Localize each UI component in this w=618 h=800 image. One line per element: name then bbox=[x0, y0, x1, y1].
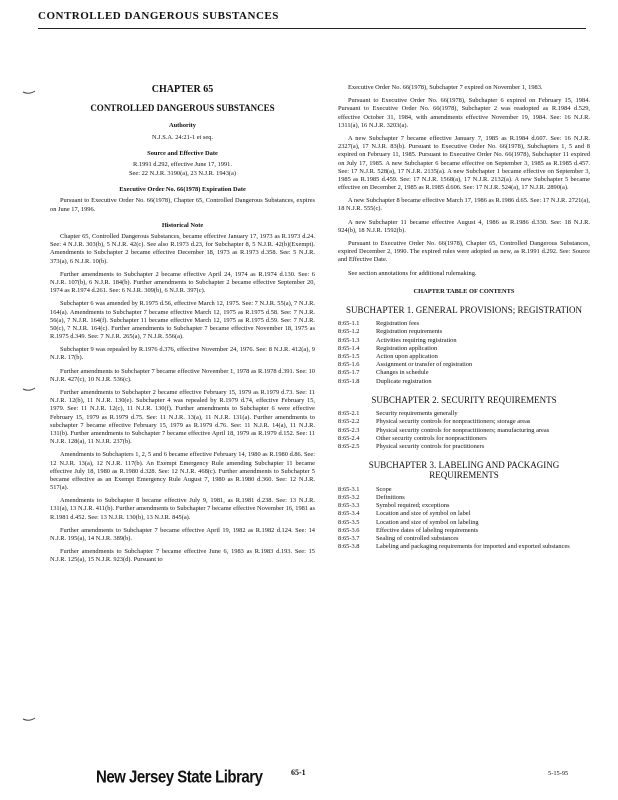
toc-entry: 8:65-3.1 Scope bbox=[338, 485, 392, 493]
history-paragraph: Further amendments to Subchapter 7 became effective November 1, 1978 as R.1978 d.391. See: 10 N.J.R. 427(c), 10 N.J.R. 536(c). bbox=[50, 367, 315, 383]
history-paragraph: Further amendments to Subchapter 7 became effective April 19, 1982 as R.1982 d.124. See: 14 N.J.R. 195(a), 14 N.J.R. 389(b). bbox=[50, 526, 315, 542]
toc-entry: 8:65-3.2 Definitions bbox=[338, 493, 405, 501]
subchapter-title: SUBCHAPTER 2. SECURITY REQUIREMENTS bbox=[371, 394, 557, 405]
annotations-note: See section annotations for additional rulemaking. bbox=[348, 269, 477, 277]
toc-entry: 8:65-3.6 Effective dates of labeling requirements bbox=[338, 526, 479, 534]
subchapter-block bbox=[338, 460, 590, 551]
history-paragraph: Subchapter 6 was amended by R.1975 d.56, effective March 12, 1975. See: 7 N.J.R. 55(a), 7 N.J.R. 164(a). Amendments to Subchapter 7 became effective March 12, 1975 as R.1975 d.58. See: 7 N.J.R. 56(a), 7 N.J.R. 164(f). Subchapter 11 became effective March 12, 1975 as R.1975 d.59. See: 7 N.J.R. 50(c), 7 N.J.R. 164(c). Further amendments to Subchapter 7 became effective November 18, 1975 as R.1975 d.349. See: 7 N.J.R. 265(a), 7 N.J.R. 556(a). bbox=[50, 300, 315, 341]
eo-text: Pursuant to Executive Order No. 66(1978), Chapter 65, Controlled Dangerous Substances, expires on June 17, 1996. bbox=[50, 197, 315, 213]
history-paragraph: Pursuant to Executive Order No. 66(1978), Subchapter 6 expired on February 15, 1984. Pursuant to Executive Order No. 66(1978), Subchapter 2 was readopted as R.1984 d.529, effective October 31, 1984, with amendments effective November 19, 1984. See: 16 N.J.R. 1311(a), 16 N.J.R. 3203(a). bbox=[338, 97, 590, 129]
toc-entry: 8:65-1.1 Registration fees bbox=[338, 320, 420, 328]
history-paragraph: Further amendments to Subchapter 7 became effective June 6, 1983 as R.1983 d.193. See: 15 N.J.R. 125(a), 15 N.J.R. 923(d). Pursuant to bbox=[50, 548, 315, 564]
history-paragraph: Pursuant to Executive Order No. 66(1978), Chapter 65, Controlled Dangerous Substances, expired December 2, 1990. The expired rules were adopted as new, as R.1991 d.292. See: Source and Effective Date. bbox=[338, 240, 590, 264]
revision-date: 5-15-95 bbox=[548, 770, 569, 777]
toc-entry: 8:65-3.3 Symbol required; exceptions bbox=[338, 502, 450, 510]
source-line: R.1991 d.292, effective June 17, 1991. bbox=[133, 160, 232, 168]
chapter-number: CHAPTER 65 bbox=[151, 84, 214, 95]
running-header: CONTROLLED DANGEROUS SUBSTANCES bbox=[38, 10, 279, 22]
page-number: 65-1 bbox=[291, 768, 306, 777]
toc-entry: 8:65-3.8 Labeling and packaging requirements for imported and exported substances bbox=[338, 543, 570, 551]
right-column bbox=[338, 84, 590, 551]
toc-entry: 8:65-3.5 Location and size of symbol on labeling bbox=[338, 518, 479, 526]
toc-entry: 8:65-2.3 Physical security controls for nonpractitioners; manufacturing areas bbox=[338, 426, 550, 434]
toc-entry: 8:65-3.7 Sealing of controlled substances bbox=[338, 534, 459, 542]
toc-entry: 8:65-1.6 Assignment or transfer of registration bbox=[338, 361, 473, 369]
library-stamp: New Jersey State Library bbox=[96, 767, 263, 788]
toc-entry: 8:65-1.4 Registration application bbox=[338, 344, 438, 352]
toc-entry: 8:65-2.4 Other security controls for nonpractitioners bbox=[338, 434, 487, 442]
history-paragraph: A new Subchapter 8 became effective March 17, 1986 as R.1986 d.65. See: 17 N.J.R. 2721(a), 18 N.J.R. 555(c). bbox=[338, 197, 590, 213]
margin-mark-icon bbox=[22, 86, 36, 96]
toc-entry: 8:65-1.2 Registration requirements bbox=[338, 328, 443, 336]
history-paragraph: Amendments to Subchapters 1, 2, 5 and 6 became effective February 14, 1980 as R.1980 d.86. See: 12 N.J.R. 13(a), 12 N.J.R. 117(b). An Exempt Emergency Rule amending Subchapter 11 became effective July 18, 1980 as R.1980 d.328. See: 12 N.J.R. 468(c). Further amendments to Subchapter 5 became effective as an Exempt Emergency Rule August 7, 1980 as R.1980 d.360. See: 12 N.J.R. 517(a). bbox=[50, 451, 315, 492]
toc-entry: 8:65-2.2 Physical security controls for nonpractitioners; storage areas bbox=[338, 418, 531, 426]
history-paragraph: Executive Order No. 66(1978), Subchapter 7 expired on November 1, 1983. bbox=[348, 84, 543, 91]
history-paragraph: Further amendments to Subchapter 2 became effective April 24, 1974 as R.1974 d.130. See: 6 N.J.R. 107(b), 6 N.J.R. 184(b). Further amendments to Subchapter 2 became effective September 20, 1974 as R.1974 d.261. See: 6 N.J.R. 309(b), 6 N.J.R. 397(c). bbox=[50, 270, 315, 295]
history-paragraph: Amendments to Subchapter 8 became effective July 9, 1981, as R.1981 d.238. See: 13 N.J.R. 131(a), 13 N.J.R. 411(b). Further amendments to Subchapter 7 became effective November 16, 1981 as R.1981 d.452. See: 13 N.J.R. 130(b), 13 N.J.R. 845(a). bbox=[50, 497, 315, 521]
source-heading: Source and Effective Date bbox=[147, 149, 218, 157]
history-paragraph: A new Subchapter 7 became effective January 7, 1985 as R.1984 d.607. See: 16 N.J.R. 2327(a), 17 N.J.R. 83(b). Pursuant to Executive Order No. 66(1978), Subchapters 1, 5 and 8 expired on February 11, 1985. Pursuant to Executive Order No. 66(1978), Subchapter 11 expired on July 17, 1985. A new Subchapter 6 became effective on September 3, 1985 as R.1985 d.457. See: 17 N.J.R. 528(a), 17 N.J.R. 2135(a). A new Subchapter 1 became effective on September 3, 1985 as R.1985 d.459. See: 17 N.J.R. 1568(a), 17 N.J.R. 2132(a). A new Subchapter 5 became effective on December 2, 1985 as R.1985 d.606. See: 17 N.J.R. 524(a), 17 N.J.R. 2890(a). bbox=[338, 134, 590, 192]
toc-entry: 8:65-2.1 Security requirements generally bbox=[338, 410, 458, 418]
authority-heading: Authority bbox=[169, 122, 196, 130]
history-heading: Historical Note bbox=[161, 221, 204, 229]
subchapter-title: SUBCHAPTER 3. LABELING AND PACKAGING REQUIREMENTS bbox=[368, 460, 560, 481]
toc-entry: 8:65-1.5 Action upon application bbox=[338, 353, 438, 361]
toc-entry: 8:65-2.5 Physical security controls for practitioners bbox=[338, 442, 485, 450]
subchapter-block bbox=[338, 395, 590, 451]
header-rule bbox=[38, 28, 586, 29]
chapter-title: CONTROLLED DANGEROUS SUBSTANCES bbox=[90, 102, 275, 113]
toc-entry: 8:65-3.4 Location and size of symbol on label bbox=[338, 510, 471, 518]
toc-heading: CHAPTER TABLE OF CONTENTS bbox=[413, 287, 515, 295]
history-paragraph: Further amendments to Subchapter 2 became effective February 15, 1979 as R.1979 d.73. See: 11 N.J.R. 12(b), 11 N.J.R. 130(e). Subchapter 4 was repealed by R.1979 d.74, effective February 15, 1979. See: 11 N.J.R. 12(c), 11 N.J.R. 130(f). Further amendments to Subchapter 6 were effective February 15, 1979 as R.1979 d.75. See: 11 N.J.R. 13(a), 11 N.J.R. 131(a). Further amendments to subchapter 7 became effective February 15, 1979 as R.1979 d.76. See: 11 N.J.R. 14(a), 11 N.J.R. 131(b). Further amendments to Subchapter 7 became effective April 18, 1979 as R.1979 d.152. See: 11 N.J.R. 128(a), 11 N.J.R. 237(b). bbox=[50, 389, 315, 446]
eo-heading: Executive Order No. 66(1978) Expiration Date bbox=[119, 186, 246, 194]
history-paragraph: Chapter 65, Controlled Dangerous Substances, became effective January 17, 1973 as R.1973 d.24. See: 4 N.J.R. 303(b), 5 N.J.R. 42(c). See also R.1973 d.23, for Subchapter 8, 5 N.J.R. 42(b)(Exempt). Amendments to Subchapter 2 became effective December 18, 1973 as R.1973 d.358. See: 5 N.J.R. 373(a), 6 N.J.R. 10(b). bbox=[50, 233, 315, 265]
toc-entry: 8:65-1.7 Changes in schedule bbox=[338, 369, 429, 377]
subchapter-title: SUBCHAPTER 1. GENERAL PROVISIONS; REGISTRATION bbox=[346, 304, 582, 315]
history-paragraph: Subchapter 9 was repealed by R.1976 d.376, effective November 24, 1976. See: 8 N.J.R. 412(a), 9 N.J.R. 17(b). bbox=[50, 346, 315, 362]
margin-mark-icon bbox=[22, 713, 36, 723]
toc-entry: 8:65-1.3 Activities requiring registration bbox=[338, 336, 457, 344]
margin-mark-icon bbox=[22, 383, 36, 393]
history-paragraph: A new Subchapter 11 became effective August 4, 1986 as R.1986 d.330. See: 18 N.J.R. 924(b), 18 N.J.R. 1592(b). bbox=[338, 218, 590, 234]
toc-entry: 8:65-1.8 Duplicate registration bbox=[338, 377, 432, 385]
source-line: See: 22 N.J.R. 3190(a), 23 N.J.R. 1943(a) bbox=[128, 170, 237, 178]
subchapter-block bbox=[338, 305, 590, 386]
left-column bbox=[50, 84, 315, 570]
authority-text: N.J.S.A. 24:21-1 et seq. bbox=[151, 133, 214, 141]
